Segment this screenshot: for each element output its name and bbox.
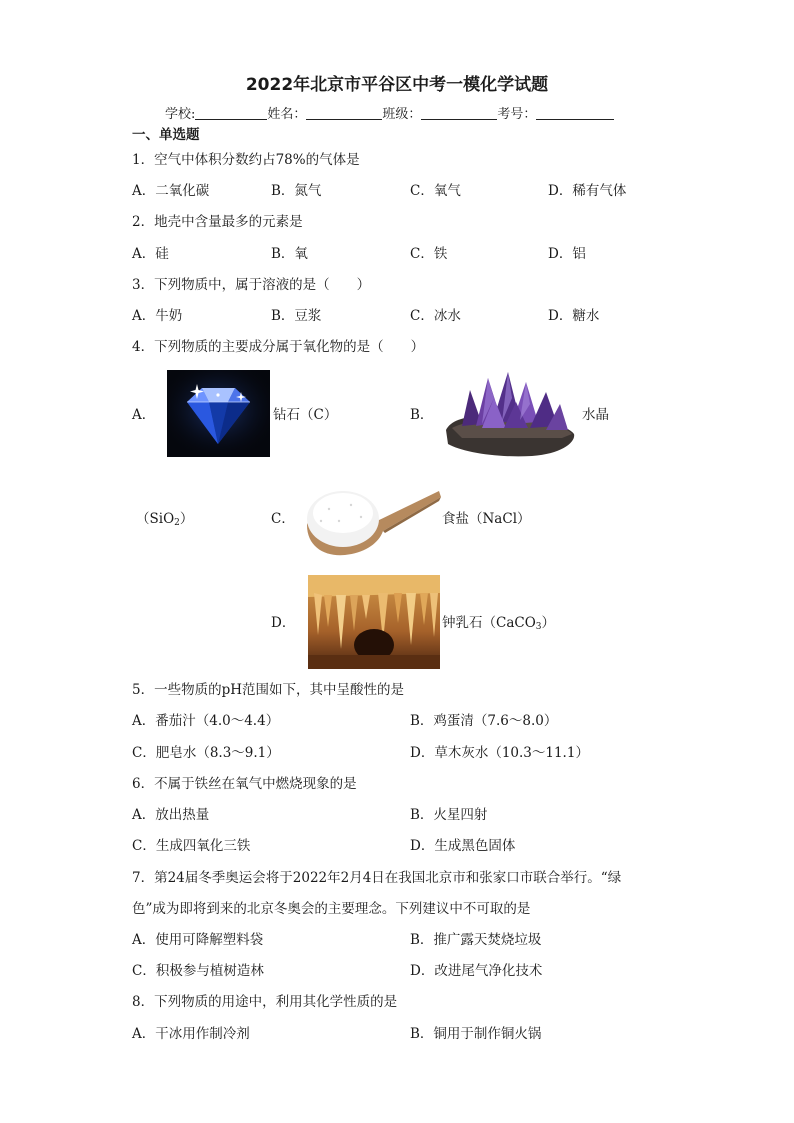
- q4-caption-sio2: （SiO$_2$）: [136, 511, 194, 528]
- q2-option-c: C．铁: [410, 246, 448, 262]
- diamond-image: [167, 370, 270, 457]
- q7-option-d: D．改进尾气净化技术: [410, 963, 543, 979]
- q1-option-d: D．稀有气体: [548, 183, 627, 199]
- q2-option-a: A．硅: [132, 246, 169, 262]
- q3-option-c: C．冰水: [410, 308, 461, 324]
- q6-option-c: C．生成四氧化三铁: [132, 838, 251, 854]
- question-7-stem-continued: 色”成为即将到来的北京冬奥会的主要理念。下列建议中不可取的是: [132, 901, 531, 917]
- number-label: 考号：: [497, 107, 537, 122]
- page-title: 2022年北京市平谷区中考一模化学试题: [245, 75, 549, 95]
- q4-option-c: C．: [271, 511, 295, 527]
- school-label: 学校:: [165, 107, 196, 122]
- question-6-stem: 6．不属于铁丝在氧气中燃烧现象的是: [132, 776, 357, 792]
- q7-option-c: C．积极参与植树造林: [132, 963, 264, 979]
- question-5-stem: 5．一些物质的pH范围如下，其中呈酸性的是: [132, 682, 405, 698]
- q7-option-a: A．使用可降解塑料袋: [132, 932, 264, 948]
- q4-caption-crystal: 水晶: [582, 407, 609, 423]
- school-blank[interactable]: [195, 105, 267, 120]
- salt-spoon-image: [305, 487, 442, 559]
- exam-info-line: [165, 103, 614, 122]
- class-label: 班级：: [382, 107, 422, 122]
- q1-option-c: C．氧气: [410, 183, 461, 199]
- q2-option-d: D．铝: [548, 246, 586, 262]
- stalactite-cave-image: [308, 575, 440, 669]
- q4-caption-diamond: 钻石（C）: [273, 407, 338, 423]
- q2-option-b: B．氧: [271, 246, 308, 262]
- name-blank[interactable]: [306, 105, 382, 120]
- q8-option-b: B．铜用于制作铜火锅: [410, 1026, 542, 1042]
- q4-caption-stalactite: 钟乳石（CaCO$_3$）: [442, 615, 556, 632]
- q4-caption-salt: 食盐（NaCl）: [442, 511, 531, 527]
- section-heading: 一、单选题: [132, 127, 200, 143]
- q1-option-a: A．二氧化碳: [132, 183, 210, 199]
- q5-option-c: C．肥皂水（8.3～9.1）: [132, 745, 280, 761]
- question-8-stem: 8．下列物质的用途中，利用其化学性质的是: [132, 994, 398, 1010]
- q3-option-d: D．糖水: [548, 308, 600, 324]
- q4-option-d: D．: [271, 615, 296, 631]
- q4-option-a: A．: [132, 407, 156, 423]
- q6-option-b: B．火星四射: [410, 807, 488, 823]
- q4-option-b: B．: [410, 407, 434, 423]
- q8-option-a: A．干冰用作制冷剂: [132, 1026, 250, 1042]
- q6-option-a: A．放出热量: [132, 807, 210, 823]
- q5-option-a: A．番茄汁（4.0～4.4）: [132, 713, 280, 729]
- name-label: 姓名：: [267, 107, 307, 122]
- q5-option-b: B．鸡蛋清（7.6～8.0）: [410, 713, 558, 729]
- q3-option-b: B．豆浆: [271, 308, 322, 324]
- question-3-stem: 3．下列物质中，属于溶液的是（ ）: [132, 277, 371, 293]
- question-1-stem: 1．空气中体积分数约占78%的气体是: [132, 152, 360, 168]
- amethyst-image: [442, 368, 578, 458]
- class-blank[interactable]: [421, 105, 497, 120]
- question-7-stem: 7．第24届冬季奥运会将于2022年2月4日在我国北京市和张家口市联合举行。“绿: [132, 870, 622, 886]
- q1-option-b: B．氮气: [271, 183, 322, 199]
- q3-option-a: A．牛奶: [132, 308, 183, 324]
- q6-option-d: D．生成黑色固体: [410, 838, 516, 854]
- number-blank[interactable]: [536, 105, 614, 120]
- q5-option-d: D．草木灰水（10.3～11.1）: [410, 745, 589, 761]
- question-2-stem: 2．地壳中含量最多的元素是: [132, 214, 303, 230]
- q7-option-b: B．推广露天焚烧垃圾: [410, 932, 542, 948]
- question-4-stem: 4．下列物质的主要成分属于氧化物的是（ ）: [132, 339, 425, 355]
